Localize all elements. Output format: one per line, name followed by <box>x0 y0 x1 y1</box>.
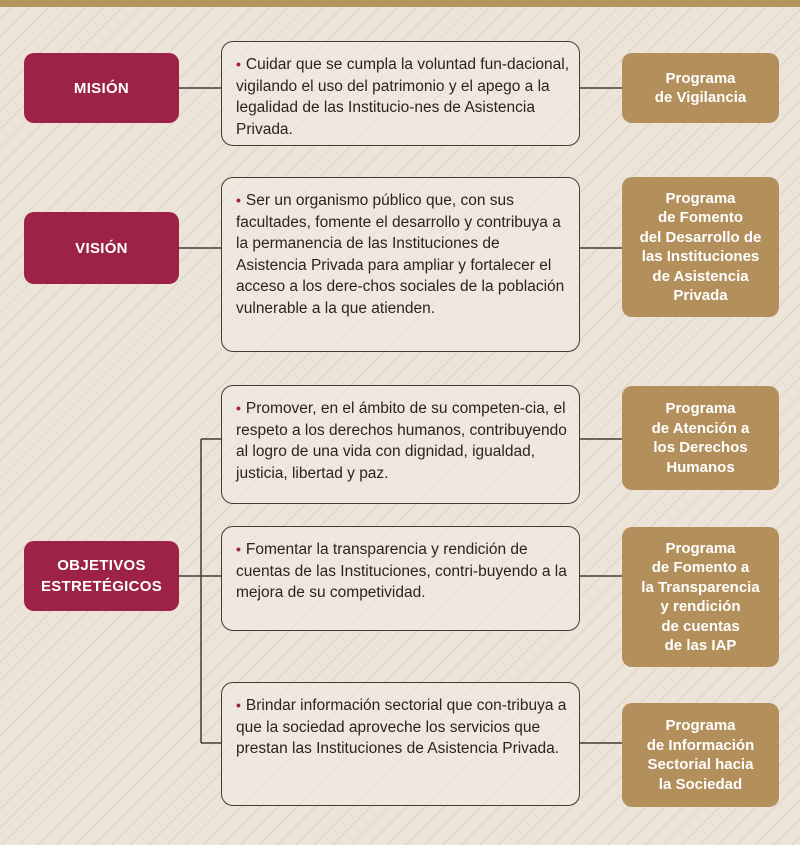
bullet-icon: • <box>236 400 241 416</box>
mision-description-text: Cuidar que se cumpla la voluntad fun-dacional, vigilando el uso del patrimonio y el apego a la legalidad de las Institucio-nes de Asistencia Privada. <box>236 56 570 138</box>
vision-description <box>221 177 580 352</box>
bullet-icon: • <box>236 697 241 713</box>
vision-label <box>24 212 179 284</box>
bullet-icon: • <box>236 541 241 557</box>
programa-fomento-desarrollo-text: Programa de Fomento del Desarrollo de las Instituciones de Asistencia Privada <box>639 189 762 304</box>
bullet-icon: • <box>236 192 241 208</box>
objetivo-2-description-text: Fomentar la transparencia y rendición de cuentas de las Instituciones, contri-buyendo a la mejora de su competividad. <box>236 541 567 601</box>
objetivo-1-description <box>221 385 580 504</box>
programa-transparencia-text: Programa de Fomento a la Transparencia y rendición de cuentas de las IAP <box>641 539 760 654</box>
programa-derechos-humanos-text: Programa de Atención a los Derechos Humanos <box>651 400 750 476</box>
vision-description-text: Ser un organismo público que, con sus facultades, fomente el desarrollo y contribuya a la permanencia de las Instituciones de Asistencia Privada para ampliar y fortalecer el acceso a los dere-chos sociales de la población vulnerable a la que atienden. <box>236 192 565 317</box>
objetivo-3-description-text: Brindar información sectorial que con-tribuya a que la sociedad aproveche los servicios que prestan las Instituciones de Asistencia Privada. <box>236 697 567 757</box>
objetivos-label-text: OBJETIVOS ESTRETÉGICOS <box>40 557 163 595</box>
objetivos-label <box>24 541 179 611</box>
mision-label <box>24 53 179 123</box>
programa-informacion-sectorial-text: Programa de Información Sectorial hacia la Sociedad <box>646 717 755 793</box>
mision-label-text: MISIÓN <box>73 79 130 97</box>
objetivo-1-description-text: Promover, en el ámbito de su competen-cia, el respeto a los derechos humanos, contribuyendo al logro de una vida con dignidad, igualdad, justicia, libertad y paz. <box>236 400 567 482</box>
programa-vigilancia <box>622 53 779 123</box>
programa-transparencia <box>622 527 779 667</box>
mision-description <box>221 41 580 146</box>
programa-derechos-humanos <box>622 386 779 490</box>
objetivo-3-description <box>221 682 580 806</box>
programa-informacion-sectorial <box>622 703 779 807</box>
programa-fomento-desarrollo <box>622 177 779 317</box>
programa-vigilancia-text: Programa de Vigilancia <box>654 69 747 106</box>
vision-label-text: VISIÓN <box>75 239 128 257</box>
objetivo-2-description <box>221 526 580 631</box>
bullet-icon: • <box>236 56 241 72</box>
